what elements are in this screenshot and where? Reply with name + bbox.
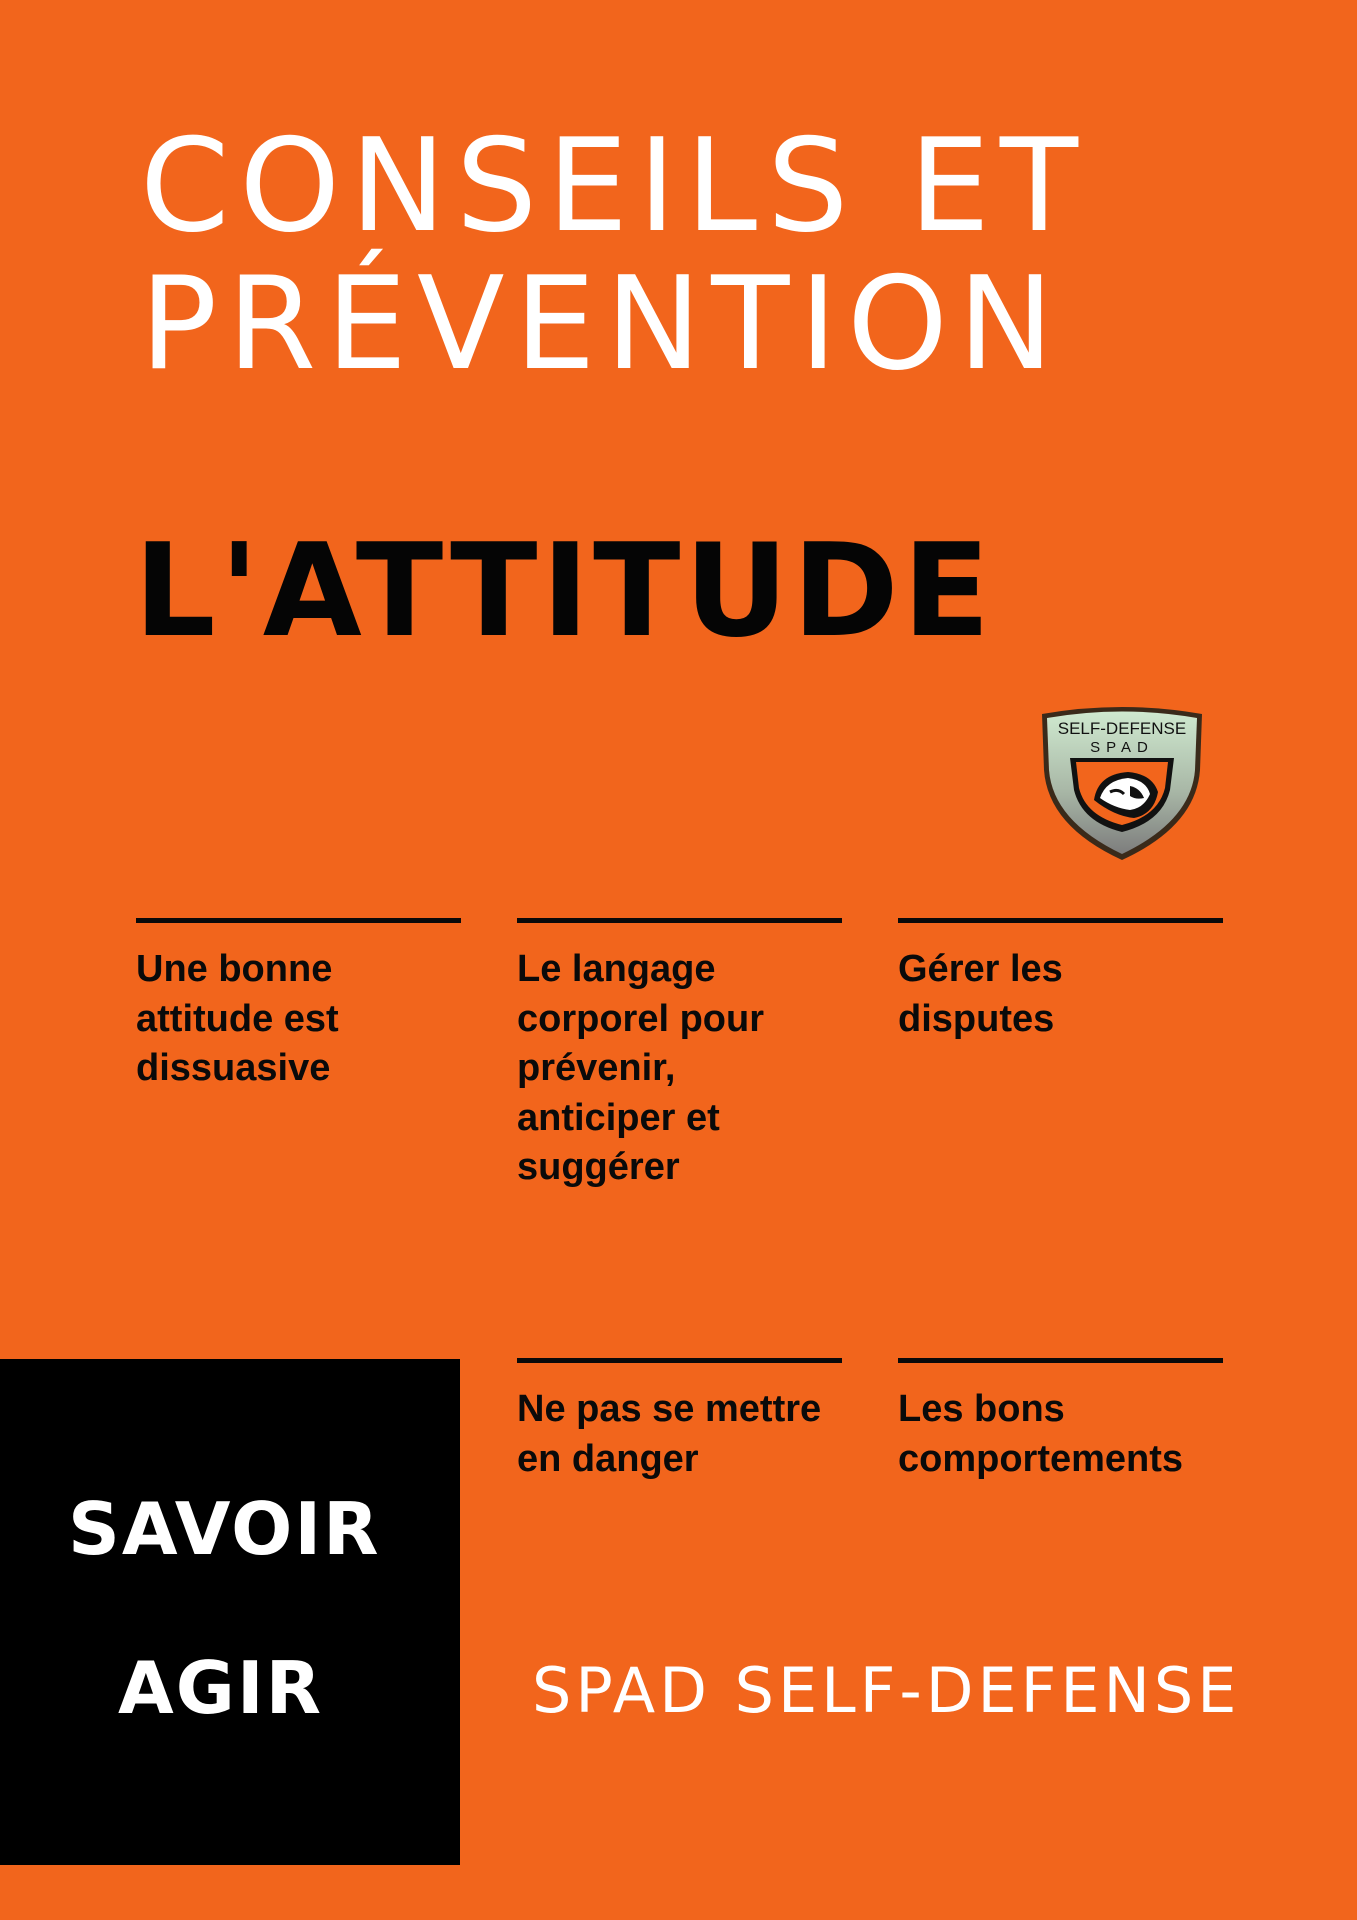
- tip-text: Ne pas se mettre en danger: [517, 1388, 822, 1480]
- tip-danger: [517, 1358, 842, 1484]
- slogan-line-1: SAVOIR: [68, 1487, 381, 1571]
- tip-divider: [517, 1358, 842, 1363]
- tip-divider: [136, 918, 461, 923]
- tip-divider: [898, 918, 1223, 923]
- slogan-block: [0, 1359, 460, 1865]
- tip-text: Le langage corporel pour prévenir, anticiper et suggérer: [517, 948, 765, 1188]
- logo-sub-text: SPAD: [1090, 739, 1154, 756]
- tip-attitude: [136, 918, 461, 1094]
- tip-text: Les bons comportements: [898, 1388, 1184, 1480]
- tip-divider: [517, 918, 842, 923]
- spad-logo: [1036, 704, 1208, 862]
- tip-body-language: [517, 918, 842, 1193]
- tip-behaviours: [898, 1358, 1223, 1484]
- brand-name: SPAD SELF-DEFENSE: [532, 1654, 1241, 1727]
- title-line-2: PRÉVENTION: [140, 250, 1064, 399]
- tip-divider: [898, 1358, 1223, 1363]
- tip-text: Gérer les disputes: [898, 948, 1063, 1040]
- page-title: [140, 112, 1089, 399]
- title-line-1: CONSEILS ET: [140, 112, 1089, 261]
- slogan-line-2: AGIR: [118, 1646, 324, 1730]
- section-title: L'ATTITUDE: [134, 517, 994, 666]
- logo-top-text: SELF-DEFENSE: [1057, 719, 1187, 738]
- tip-text: Une bonne attitude est dissuasive: [136, 948, 339, 1089]
- tip-disputes: [898, 918, 1223, 1044]
